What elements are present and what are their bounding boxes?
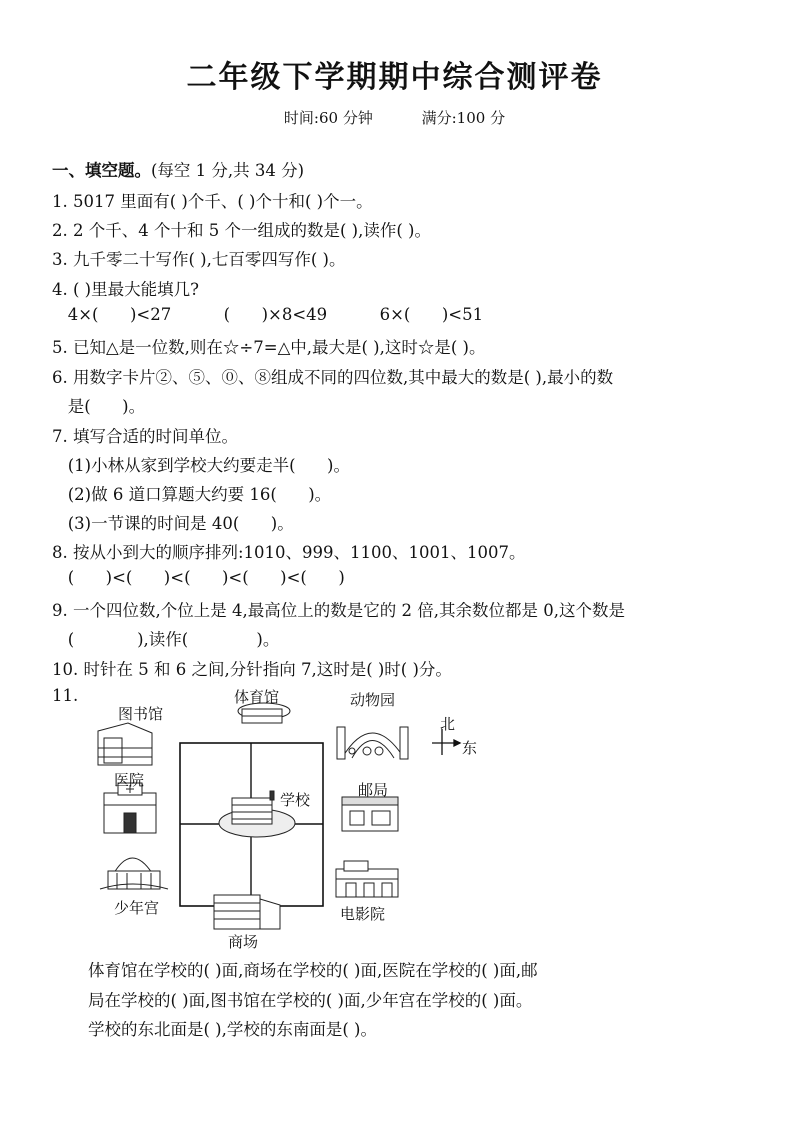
library-label: 图书馆 (118, 705, 164, 723)
exam-info (0, 107, 789, 128)
time-limit: 时间:60 分钟 (283, 109, 373, 127)
north-label: 北 (440, 715, 456, 733)
question-11-line-3: 学校的东北面是( ),学校的东南面是( )。 (88, 1020, 377, 1039)
zoo-label: 动物园 (350, 691, 396, 709)
post-office-building (342, 797, 398, 831)
library-building (98, 723, 152, 765)
question-9-cont: ( ),读作( )。 (52, 630, 280, 649)
question-11-line-2: 局在学校的( )面,图书馆在学校的( )面,少年宫在学校的( )面。 (88, 991, 533, 1010)
cinema-label: 电影院 (340, 905, 386, 923)
hospital-building (104, 783, 156, 833)
question-7: 7. 填写合适的时间单位。 (52, 427, 238, 446)
post-office-label: 邮局 (358, 781, 389, 799)
question-7-2: (2)做 6 道口算题大约要 16( )。 (52, 485, 332, 504)
section-score-note: (每空 1 分,共 34 分) (151, 161, 305, 180)
question-4: 4. ( )里最大能填几? (52, 280, 199, 299)
question-11: 11. (52, 686, 79, 705)
question-8: 8. 按从小到大的顺序排列:1010、999、1100、1001、1007。 (52, 543, 526, 562)
east-label: 东 (462, 739, 478, 757)
question-10: 10. 时针在 5 和 6 之间,分针指向 7,这时是( )时( )分。 (52, 660, 452, 679)
hospital-label: 医院 (114, 771, 145, 789)
question-1: 1. 5017 里面有( )个千、( )个十和( )个一。 (52, 192, 373, 211)
direction-map (92, 683, 492, 951)
mall-label: 商场 (228, 933, 259, 951)
question-5: 5. 已知△是一位数,则在☆÷7=△中,最大是( ),这时☆是( )。 (52, 338, 486, 357)
cinema-building (336, 861, 398, 897)
question-11-line-1: 体育馆在学校的( )面,商场在学校的( )面,医院在学校的( )面,邮 (88, 961, 538, 980)
question-7-3: (3)一节课的时间是 40( )。 (52, 514, 294, 533)
school-label: 学校 (280, 791, 311, 809)
section-heading (52, 157, 304, 181)
question-6-cont: 是( )。 (52, 397, 146, 416)
gym-label: 体育馆 (234, 688, 280, 706)
page-title: 二年级下学期期中综合测评卷 (186, 60, 603, 95)
question-2: 2. 2 个千、4 个十和 5 个一组成的数是( ),读作( )。 (52, 221, 431, 240)
mall-building (214, 895, 280, 929)
youth-palace-building (100, 858, 168, 889)
question-7-1: (1)小林从家到学校大约要走半( )。 (52, 456, 350, 475)
question-6: 6. 用数字卡片②、⑤、⓪、⑧组成不同的四位数,其中最大的数是( ),最小的数 (52, 368, 614, 387)
question-8-answers: ( )<( )<( )<( )<( ) (52, 568, 345, 587)
question-4-items: 4×( )<27 ( )×8<49 6×( )<51 (52, 305, 484, 324)
question-3: 3. 九千零二十写作( ),七百零四写作( )。 (52, 250, 346, 269)
question-9: 9. 一个四位数,个位上是 4,最高位上的数是它的 2 倍,其余数位都是 0,这个数是 (52, 601, 625, 620)
full-score: 满分:100 分 (421, 109, 506, 127)
section-title: 一、填空题。 (52, 161, 151, 180)
zoo-gate (337, 727, 408, 759)
youth-palace-label: 少年宫 (114, 899, 160, 917)
